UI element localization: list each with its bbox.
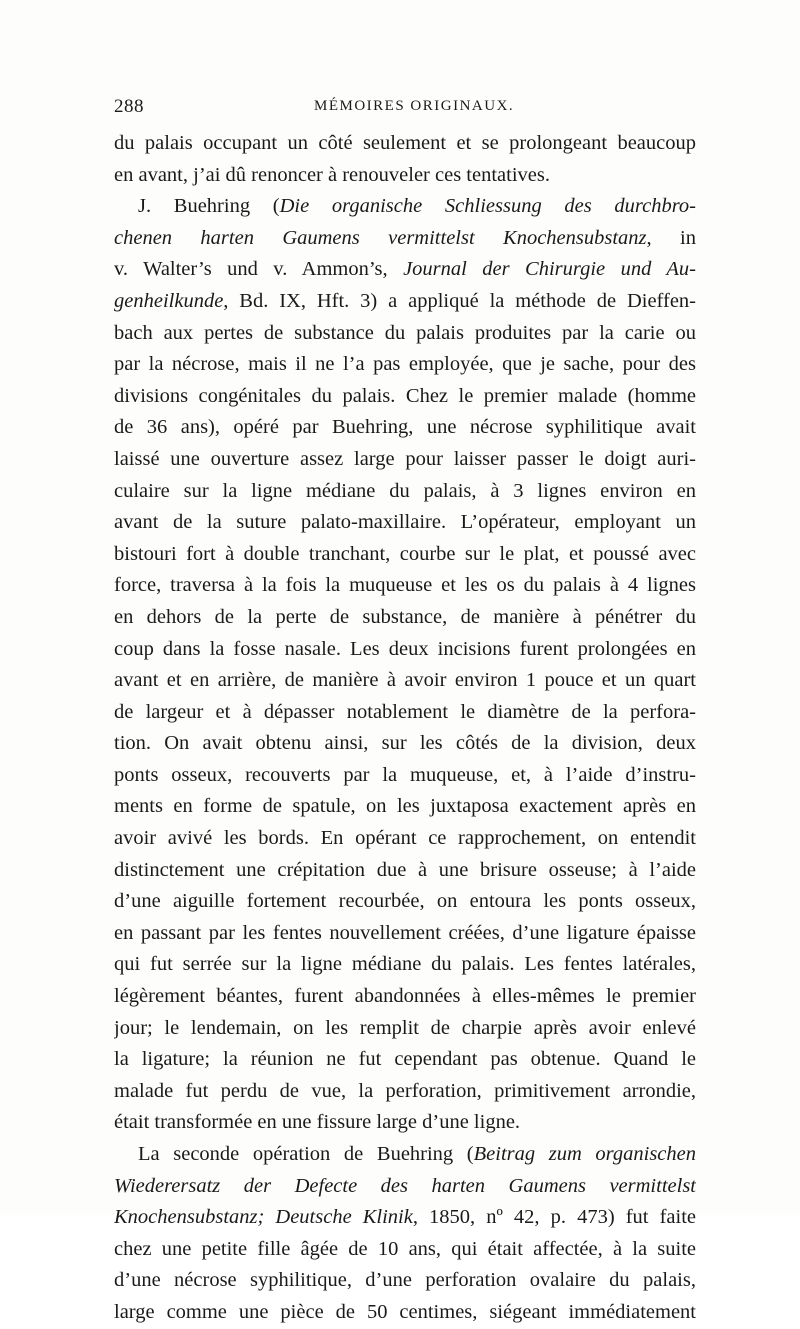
page-header [114, 96, 696, 126]
page-number: 288 [114, 96, 144, 117]
text-line: malade fut perdu de vue, la perforation, primitivement arrondie, [114, 1079, 696, 1102]
running-head: MÉMOIRES ORIGINAUX. [314, 98, 515, 114]
text-line: Wiederersatz der Defecte des harten Gaumens vermittelst [114, 1174, 696, 1197]
text-line: de 36 ans), opéré par Buehring, une nécrose syphilitique avait [114, 416, 696, 439]
text-line: force, traversa à la fois la muqueuse et les os du palais à 4 lignes [114, 574, 696, 597]
text-line: bistouri fort à double tranchant, courbe sur le plat, et poussé avec [114, 542, 696, 565]
text-line: culaire sur la ligne médiane du palais, à 3 lignes environ en [114, 479, 696, 502]
text-line: divisions congénitales du palais. Chez le premier malade (homme [114, 384, 696, 407]
text-line: ments en forme de spatule, on les juxtaposa exactement après en [114, 795, 696, 818]
text-line: laissé une ouverture assez large pour laisser passer le doigt auri- [114, 447, 696, 470]
text-line: avant de la suture palato-maxillaire. L’opérateur, employant un [114, 511, 696, 534]
text-line: coup dans la fosse nasale. Les deux incisions furent prolongées en [114, 637, 696, 660]
text-line: chenen harten Gaumens vermittelst Knochensubstanz, in [114, 226, 696, 249]
text-line: en dehors de la perte de substance, de manière à pénétrer du [114, 605, 696, 628]
text-line: avoir avivé les bords. En opérant ce rapprochement, on entendit [114, 827, 696, 850]
text-line: Knochensubstanz; Deutsche Klinik, 1850, nº 42, p. 473) fut faite [114, 1206, 696, 1229]
text-line: par la nécrose, mais il ne l’a pas employée, que je sache, pour des [114, 353, 696, 376]
text-line: d’une nécrose syphilitique, d’une perforation ovalaire du palais, [114, 1269, 696, 1292]
text-line: était transformée en une fissure large d’une ligne. [114, 1111, 521, 1134]
text-line: la ligature; la réunion ne fut cependant pas obtenue. Quand le [114, 1048, 696, 1071]
text-line: chez une petite fille âgée de 10 ans, qui était affectée, à la suite [114, 1237, 696, 1260]
text-line: v. Walter’s und v. Ammon’s, Journal der Chirurgie und Au- [114, 258, 696, 281]
text-line: bach aux pertes de substance du palais produites par la carie ou [114, 321, 696, 344]
text-line: légèrement béantes, furent abandonnées à elles-mêmes le premier [114, 985, 696, 1008]
text-line: en avant, j’ai dû renoncer à renouveler ces tentatives. [114, 163, 550, 186]
text-line: genheilkunde, Bd. IX, Hft. 3) a appliqué la méthode de Dieffen- [114, 289, 696, 312]
text-line: de largeur et à dépasser notablement le diamètre de la perfora- [114, 700, 696, 723]
text-line: tion. On avait obtenu ainsi, sur les côtés de la division, deux [114, 732, 696, 755]
text-line: qui fut serrée sur la ligne médiane du palais. Les fentes latérales, [114, 953, 696, 976]
text-line: distinctement une crépitation due à une brisure osseuse; à l’aide [114, 858, 696, 881]
text-line: J. Buehring (Die organische Schliessung des durchbro- [138, 195, 696, 218]
text-line: avant et en arrière, de manière à avoir environ 1 pouce et un quart [114, 669, 696, 692]
text-line: ponts osseux, recouverts par la muqueuse, et, à l’aide d’instru- [114, 763, 696, 786]
text-line: du palais occupant un côté seulement et se prolongeant beaucoup [114, 132, 696, 154]
text-line: large comme une pièce de 50 centimes, siégeant immédiatement [114, 1300, 696, 1323]
body-text [114, 128, 696, 1329]
text-line: jour; le lendemain, on les remplit de charpie après avoir enlevé [114, 1016, 696, 1039]
text-line: d’une aiguille fortement recourbée, on entoura les ponts osseux, [114, 890, 696, 913]
text-line: La seconde opération de Buehring (Beitrag zum organischen [138, 1143, 696, 1165]
text-line: en passant par les fentes nouvellement créées, d’une ligature épaisse [114, 921, 696, 944]
